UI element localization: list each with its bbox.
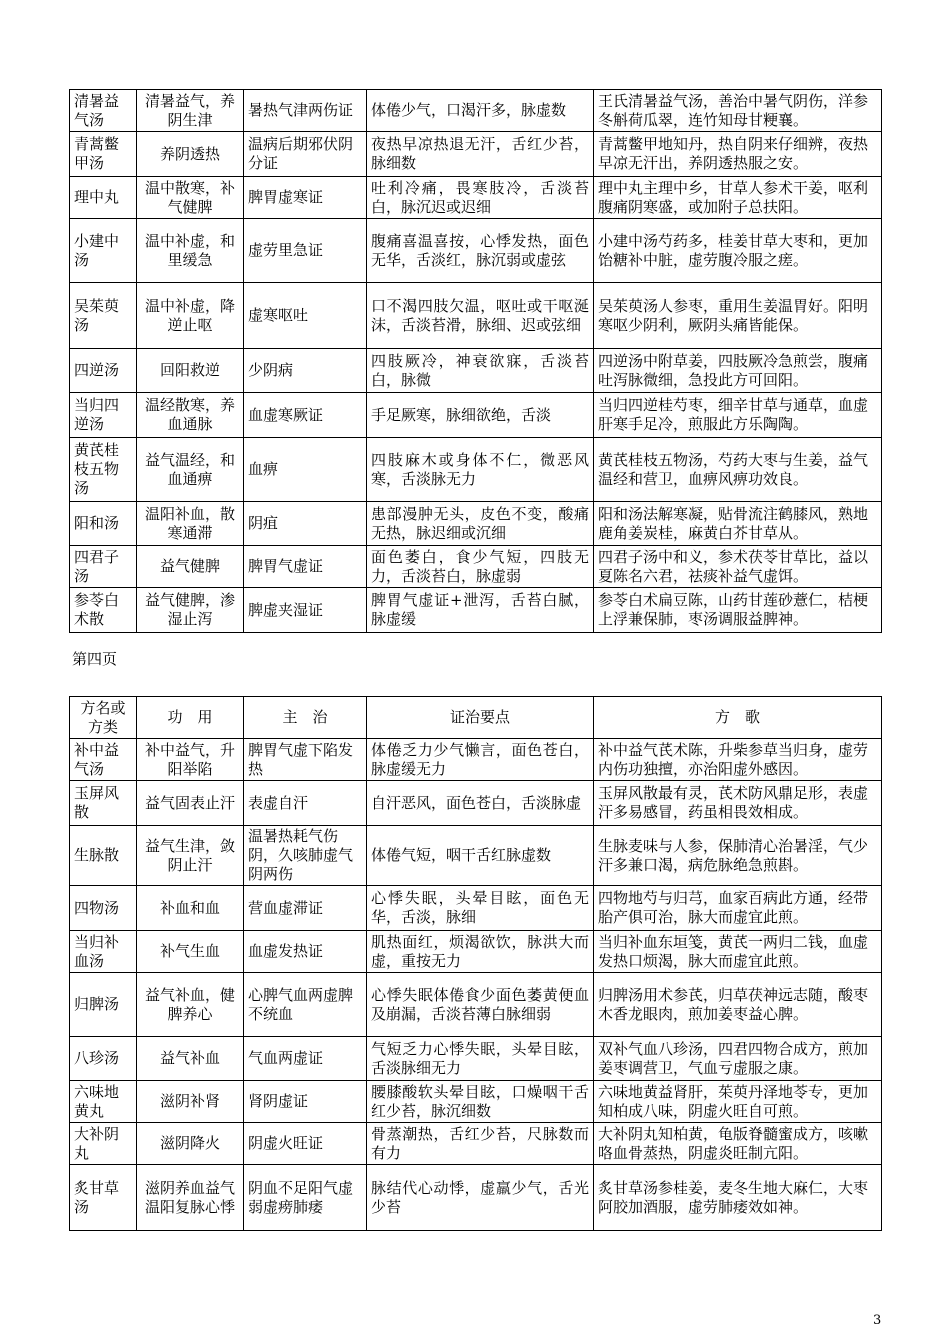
page-number: 3 — [873, 1313, 882, 1328]
cell-song: 双补气血八珍汤，四君四物合成方，煎加姜枣调营卫，气血亏虚服之康。 — [594, 1037, 882, 1081]
cell-main: 脾胃气虚证 — [244, 546, 367, 588]
cell-key: 患部漫肿无头，皮色不变，酸痛无热，脉迟细或沉细 — [367, 502, 594, 546]
cell-key: 肌热面红，烦渴欲饮，脉洪大而虚，重按无力 — [367, 931, 594, 973]
cell-key: 心悸失眠体倦食少面色萎黄便血及崩漏，舌淡苔薄白脉细弱 — [367, 973, 594, 1037]
cell-song: 大补阴丸知柏黄，龟版脊髓蜜成方，咳嗽咯血骨蒸热，阴虚炎旺制亢阳。 — [594, 1123, 882, 1165]
table-row — [70, 1165, 882, 1231]
cell-main: 脾虚夹湿证 — [244, 588, 367, 633]
cell-key: 脾胃气虚证+泄泻，舌苔白腻，脉虚缓 — [367, 588, 594, 633]
cell-key: 口不渴四肢欠温，呕吐或干呕涎沫，舌淡苔滑，脉细、迟或弦细 — [367, 283, 594, 349]
cell-song: 理中丸主理中乡，甘草人参术干姜，呕利腹痛阴寒盛，或加附子总扶阳。 — [594, 177, 882, 219]
table-header — [70, 697, 882, 739]
cell-name: 阳和汤 — [70, 502, 137, 546]
cell-song: 当归四逆桂芍枣，细辛甘草与通草，血虚肝寒手足冷，煎服此方乐陶陶。 — [594, 393, 882, 438]
cell-main: 气血两虚证 — [244, 1037, 367, 1081]
cell-func: 益气补血，健脾养心 — [137, 973, 244, 1037]
cell-main: 血痹 — [244, 438, 367, 502]
table-row — [70, 90, 882, 132]
cell-song: 小建中汤芍药多，桂姜甘草大枣和，更加饴糖补中脏，虚劳腹冷服之瘥。 — [594, 219, 882, 283]
table-row — [70, 349, 882, 393]
cell-song: 王氏清暑益气汤，善治中暑气阴伤，洋参冬斛荷瓜翠，连竹知母甘粳襄。 — [594, 90, 882, 132]
cell-name: 小建中汤 — [70, 219, 137, 283]
cell-song: 四逆汤中附草姜，四肢厥冷急煎尝，腹痛吐泻脉微细，急投此方可回阳。 — [594, 349, 882, 393]
table-row — [70, 393, 882, 438]
cell-main: 阴血不足阳气虚弱虚痨肺痿 — [244, 1165, 367, 1231]
cell-func: 益气固表止汗 — [137, 781, 244, 826]
cell-func: 滋阴降火 — [137, 1123, 244, 1165]
cell-key: 脉结代心动悸，虚羸少气，舌光少苔 — [367, 1165, 594, 1231]
cell-name: 炙甘草汤 — [70, 1165, 137, 1231]
cell-main: 肾阴虚证 — [244, 1081, 367, 1123]
cell-key: 气短乏力心悸失眠，头晕目眩，舌淡脉细无力 — [367, 1037, 594, 1081]
cell-func: 益气健脾 — [137, 546, 244, 588]
cell-main: 温暑热耗气伤阴，久咳肺虚气阴两伤 — [244, 826, 367, 886]
cell-key: 面色萎白，食少气短，四肢无力，舌淡苔白，脉虚弱 — [367, 546, 594, 588]
cell-func: 补中益气，升阳举陷 — [137, 739, 244, 781]
cell-name: 玉屏风散 — [70, 781, 137, 826]
cell-song: 吴茱萸汤人参枣，重用生姜温胃好。阳明寒呕少阴利，厥阴头痛皆能保。 — [594, 283, 882, 349]
table-row — [70, 1081, 882, 1123]
cell-song: 当归补血东垣笺，黄芪一两归二钱，血虚发热口烦渴，脉大而虚宜此煎。 — [594, 931, 882, 973]
cell-func: 温中散寒，补气健脾 — [137, 177, 244, 219]
cell-song: 阳和汤法解寒凝，贴骨流注鹤膝风，熟地鹿角姜炭桂，麻黄白芥甘草从。 — [594, 502, 882, 546]
table-row — [70, 739, 882, 781]
cell-main: 虚劳里急证 — [244, 219, 367, 283]
cell-func: 温经散寒，养血通脉 — [137, 393, 244, 438]
table-row — [70, 219, 882, 283]
cell-name: 青蒿鳖甲汤 — [70, 132, 137, 177]
table-row — [70, 886, 882, 931]
cell-song: 青蒿鳖甲地知丹，热自阴来仔细辨，夜热早凉无汗出，养阴透热服之安。 — [594, 132, 882, 177]
cell-main: 表虚自汗 — [244, 781, 367, 826]
cell-song: 补中益气芪术陈，升柴参草当归身，虚劳内伤功独擅，亦治阳虚外感因。 — [594, 739, 882, 781]
table-row — [70, 781, 882, 826]
cell-key: 腹痛喜温喜按，心悸发热，面色无华，舌淡红，脉沉弱或虚弦 — [367, 219, 594, 283]
table-row — [70, 283, 882, 349]
cell-func: 补气生血 — [137, 931, 244, 973]
cell-song: 玉屏风散最有灵，芪术防风鼎足形，表虚汗多易感冒，药虽相畏效相成。 — [594, 781, 882, 826]
formula-table-bottom — [69, 696, 882, 1231]
cell-key: 手足厥寒，脉细欲绝，舌淡 — [367, 393, 594, 438]
cell-key: 体倦气短，咽干舌红脉虚数 — [367, 826, 594, 886]
cell-name: 四物汤 — [70, 886, 137, 931]
cell-func: 养阴透热 — [137, 132, 244, 177]
page-label: 第四页 — [72, 650, 118, 668]
cell-name: 生脉散 — [70, 826, 137, 886]
cell-song: 生脉麦味与人参，保肺清心治暑淫，气少汗多兼口渴，病危脉绝急煎斟。 — [594, 826, 882, 886]
cell-name: 理中丸 — [70, 177, 137, 219]
table-row — [70, 1037, 882, 1081]
cell-song: 六味地黄益肾肝，茱萸丹泽地苓专，更加知柏成八味，阴虚火旺自可煎。 — [594, 1081, 882, 1123]
cell-name: 六味地黄丸 — [70, 1081, 137, 1123]
table-row — [70, 438, 882, 502]
cell-main: 营血虚滞证 — [244, 886, 367, 931]
cell-func: 益气生津，敛阴止汗 — [137, 826, 244, 886]
cell-main: 暑热气津两伤证 — [244, 90, 367, 132]
cell-key: 骨蒸潮热，舌红少苔，尺脉数而有力 — [367, 1123, 594, 1165]
table-row — [70, 502, 882, 546]
cell-func: 益气健脾，渗湿止泻 — [137, 588, 244, 633]
cell-func: 回阳救逆 — [137, 349, 244, 393]
cell-main: 血虚寒厥证 — [244, 393, 367, 438]
cell-key: 腰膝酸软头晕目眩，口燥咽干舌红少苔，脉沉细数 — [367, 1081, 594, 1123]
cell-key: 自汗恶风，面色苍白，舌淡脉虚 — [367, 781, 594, 826]
cell-song: 归脾汤用术参芪，归草茯神远志随，酸枣木香龙眼肉，煎加姜枣益心脾。 — [594, 973, 882, 1037]
cell-key: 吐利冷痛，畏寒肢冷，舌淡苔白，脉沉迟或迟细 — [367, 177, 594, 219]
cell-name: 四君子汤 — [70, 546, 137, 588]
cell-main: 血虚发热证 — [244, 931, 367, 973]
cell-func: 益气温经，和血通痹 — [137, 438, 244, 502]
cell-func: 补血和血 — [137, 886, 244, 931]
cell-func: 温中补虚，和里缓急 — [137, 219, 244, 283]
cell-key: 体倦乏力少气懒言，面色苍白，脉虚缓无力 — [367, 739, 594, 781]
table-row — [70, 132, 882, 177]
cell-func: 益气补血 — [137, 1037, 244, 1081]
cell-func: 清暑益气，养阴生津 — [137, 90, 244, 132]
cell-name: 四逆汤 — [70, 349, 137, 393]
header-row — [70, 697, 882, 739]
cell-main: 脾胃虚寒证 — [244, 177, 367, 219]
header-key: 证治要点 — [367, 697, 594, 739]
cell-key: 心悸失眠，头晕目眩，面色无华，舌淡，脉细 — [367, 886, 594, 931]
cell-func: 温中补虚，降逆止呕 — [137, 283, 244, 349]
formula-table-bottom-body — [70, 739, 882, 1231]
cell-name: 吴茱萸汤 — [70, 283, 137, 349]
header-main: 主 治 — [244, 697, 367, 739]
table-row — [70, 931, 882, 973]
cell-func: 滋阴养血益气温阳复脉心悸 — [137, 1165, 244, 1231]
cell-song: 参苓白术扁豆陈，山药甘莲砂薏仁，桔梗上浮兼保肺，枣汤调服益脾神。 — [594, 588, 882, 633]
cell-main: 虚寒呕吐 — [244, 283, 367, 349]
cell-name: 大补阴丸 — [70, 1123, 137, 1165]
cell-song: 炙甘草汤参桂姜，麦冬生地大麻仁，大枣阿胶加酒服，虚劳肺痿效如神。 — [594, 1165, 882, 1231]
cell-song: 黄芪桂枝五物汤，芍药大枣与生姜，益气温经和营卫，血痹风痹功效良。 — [594, 438, 882, 502]
cell-main: 心脾气血两虚脾不统血 — [244, 973, 367, 1037]
cell-song: 四物地芍与归芎，血家百病此方通，经带胎产俱可治，脉大而虚宜此煎。 — [594, 886, 882, 931]
header-name: 方名或方类 — [70, 697, 137, 739]
cell-main: 脾胃气虚下陷发热 — [244, 739, 367, 781]
formula-table-top — [69, 89, 882, 633]
cell-func: 温阳补血，散寒通滞 — [137, 502, 244, 546]
cell-name: 归脾汤 — [70, 973, 137, 1037]
cell-name: 当归补血汤 — [70, 931, 137, 973]
cell-song: 四君子汤中和义，参术茯苓甘草比，益以夏陈名六君，祛痰补益气虚饵。 — [594, 546, 882, 588]
header-func: 功 用 — [137, 697, 244, 739]
cell-key: 体倦少气，口渴汗多，脉虚数 — [367, 90, 594, 132]
cell-main: 少阴病 — [244, 349, 367, 393]
table-row — [70, 588, 882, 633]
table-row — [70, 826, 882, 886]
cell-name: 补中益气汤 — [70, 739, 137, 781]
cell-main: 温病后期邪伏阴分证 — [244, 132, 367, 177]
cell-name: 清暑益气汤 — [70, 90, 137, 132]
cell-main: 阴虚火旺证 — [244, 1123, 367, 1165]
cell-name: 当归四逆汤 — [70, 393, 137, 438]
cell-name: 参苓白术散 — [70, 588, 137, 633]
cell-key: 四肢麻木或身体不仁，微恶风寒，舌淡脉无力 — [367, 438, 594, 502]
table-row — [70, 973, 882, 1037]
cell-name: 黄芪桂枝五物汤 — [70, 438, 137, 502]
cell-main: 阴疽 — [244, 502, 367, 546]
cell-name: 八珍汤 — [70, 1037, 137, 1081]
header-song: 方 歌 — [594, 697, 882, 739]
table-row — [70, 546, 882, 588]
cell-func: 滋阴补肾 — [137, 1081, 244, 1123]
cell-key: 四肢厥冷，神衰欲寐，舌淡苔白，脉微 — [367, 349, 594, 393]
table-row — [70, 1123, 882, 1165]
formula-table-top-body — [70, 90, 882, 633]
cell-key: 夜热早凉热退无汗，舌红少苔，脉细数 — [367, 132, 594, 177]
table-row — [70, 177, 882, 219]
